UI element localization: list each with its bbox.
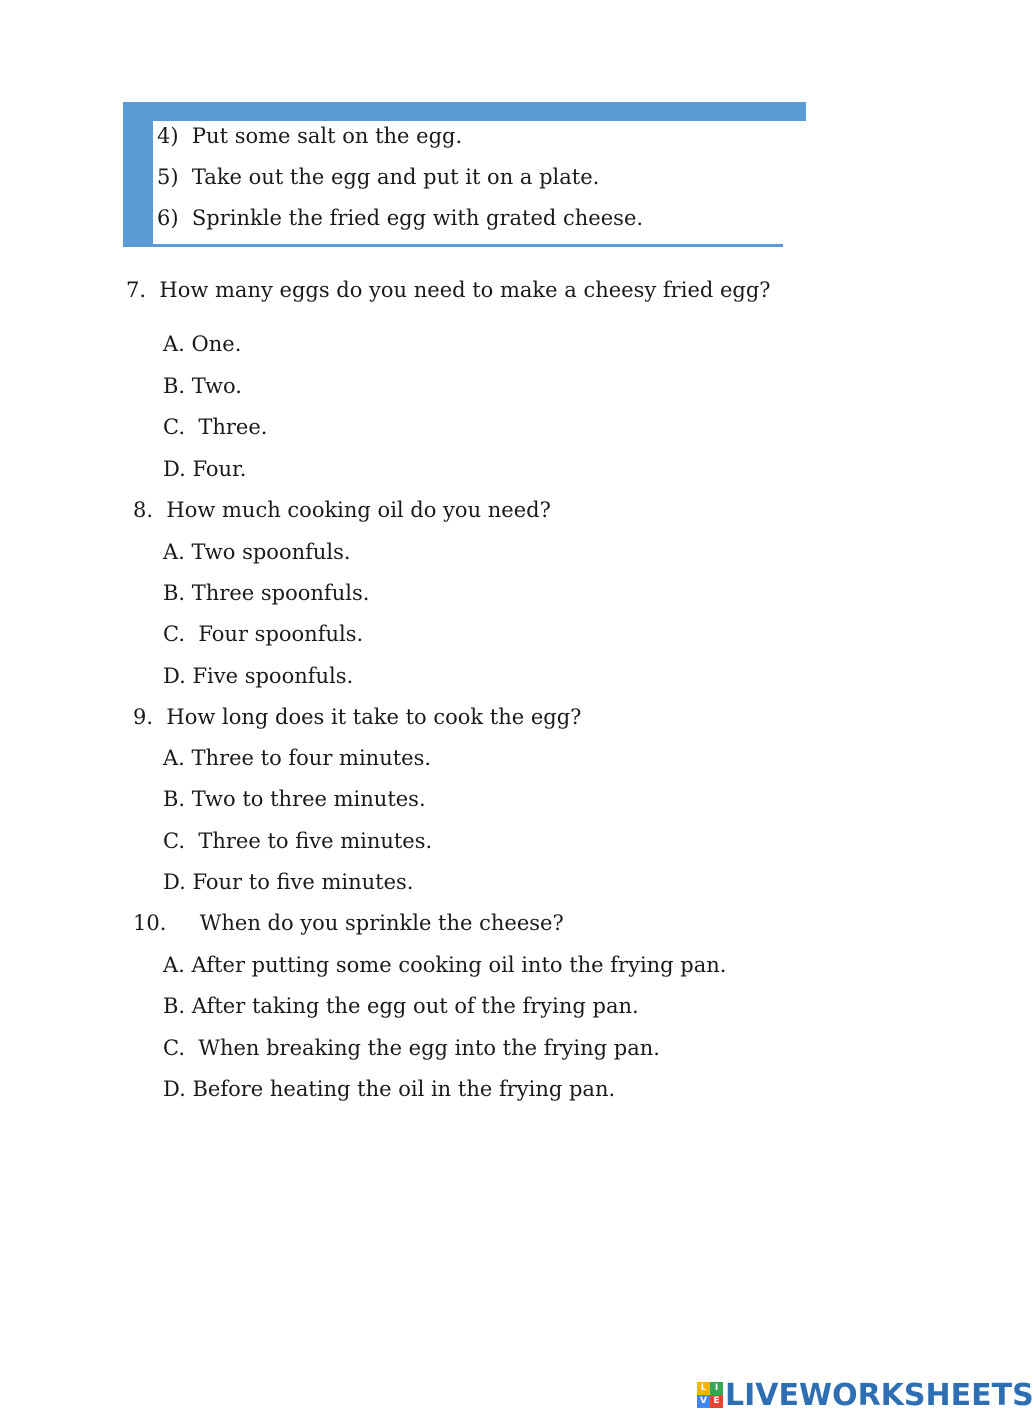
option-7c[interactable]	[163, 414, 267, 440]
logo-mark-letter: I	[710, 1382, 723, 1395]
steps-box-top-border	[123, 102, 806, 121]
option-10d[interactable]	[163, 1076, 615, 1102]
option-text: Before heating the oil in the frying pan.	[192, 1077, 616, 1101]
option-text: Three to four minutes.	[191, 746, 432, 770]
option-8a[interactable]	[163, 539, 351, 565]
option-letter: C.	[163, 622, 185, 646]
option-text: Two to three minutes.	[191, 787, 426, 811]
option-text: Four to five minutes.	[192, 870, 414, 894]
option-9c[interactable]	[163, 828, 432, 854]
logo-mark-letter: E	[710, 1395, 723, 1408]
option-letter: B.	[163, 994, 186, 1018]
option-text: When breaking the egg into the frying pan.	[198, 1036, 660, 1060]
option-9a[interactable]	[163, 745, 431, 771]
question-number: 7.	[126, 278, 147, 302]
option-letter: D.	[163, 664, 186, 688]
step-number: 6)	[157, 206, 179, 230]
logo-mark-letter: L	[697, 1382, 710, 1395]
option-8c[interactable]	[163, 621, 363, 647]
logo-text: LIVEWORKSHEETS	[725, 1377, 1034, 1413]
option-letter: D.	[163, 457, 186, 481]
question-8	[133, 497, 551, 523]
logo-mark-letter: V	[697, 1395, 710, 1408]
option-text: Three to five minutes.	[198, 829, 433, 853]
option-8b[interactable]	[163, 580, 369, 606]
question-9	[133, 704, 581, 730]
question-number: 8.	[133, 498, 154, 522]
option-text: Two.	[191, 374, 242, 398]
option-letter: B.	[163, 787, 186, 811]
option-letter: A.	[163, 332, 185, 356]
option-letter: A.	[163, 540, 185, 564]
option-letter: D.	[163, 870, 186, 894]
liveworksheets-logo[interactable]	[697, 1375, 1034, 1415]
option-text: After taking the egg out of the frying pan.	[191, 994, 639, 1018]
question-number: 10.	[133, 911, 167, 935]
option-text: Two spoonfuls.	[191, 540, 351, 564]
option-letter: C.	[163, 415, 185, 439]
option-10a[interactable]	[163, 952, 726, 978]
option-text: Three.	[198, 415, 268, 439]
question-10	[133, 910, 564, 936]
steps-box-left-border	[123, 102, 153, 247]
option-text: Four spoonfuls.	[198, 622, 364, 646]
option-10b[interactable]	[163, 993, 639, 1019]
option-text: Five spoonfuls.	[192, 664, 354, 688]
step-number: 5)	[157, 165, 179, 189]
steps-box-bottom-border	[123, 244, 783, 247]
step-number: 4)	[157, 124, 179, 148]
option-letter: A.	[163, 953, 185, 977]
question-text: How many eggs do you need to make a cheesy fried egg?	[159, 278, 771, 302]
option-letter: D.	[163, 1077, 186, 1101]
option-7a[interactable]	[163, 331, 241, 357]
option-letter: A.	[163, 746, 185, 770]
option-7d[interactable]	[163, 456, 246, 482]
option-8d[interactable]	[163, 663, 353, 689]
option-letter: B.	[163, 581, 186, 605]
logo-mark-icon	[697, 1382, 723, 1408]
option-7b[interactable]	[163, 373, 242, 399]
step-item	[157, 123, 462, 149]
option-letter: C.	[163, 829, 185, 853]
option-letter: B.	[163, 374, 186, 398]
step-text: Take out the egg and put it on a plate.	[191, 165, 600, 189]
option-letter: C.	[163, 1036, 185, 1060]
option-text: Three spoonfuls.	[191, 581, 370, 605]
question-text: How much cooking oil do you need?	[166, 498, 551, 522]
step-item	[157, 205, 643, 231]
question-number: 9.	[133, 705, 154, 729]
step-text: Sprinkle the fried egg with grated cheese.	[191, 206, 644, 230]
step-item	[157, 164, 599, 190]
option-10c[interactable]	[163, 1035, 660, 1061]
step-text: Put some salt on the egg.	[191, 124, 463, 148]
question-text: When do you sprinkle the cheese?	[199, 911, 564, 935]
option-9b[interactable]	[163, 786, 426, 812]
question-7	[126, 277, 771, 303]
question-text: How long does it take to cook the egg?	[166, 705, 582, 729]
option-text: Four.	[192, 457, 247, 481]
option-text: One.	[191, 332, 242, 356]
option-text: After putting some cooking oil into the frying pan.	[191, 953, 727, 977]
option-9d[interactable]	[163, 869, 414, 895]
